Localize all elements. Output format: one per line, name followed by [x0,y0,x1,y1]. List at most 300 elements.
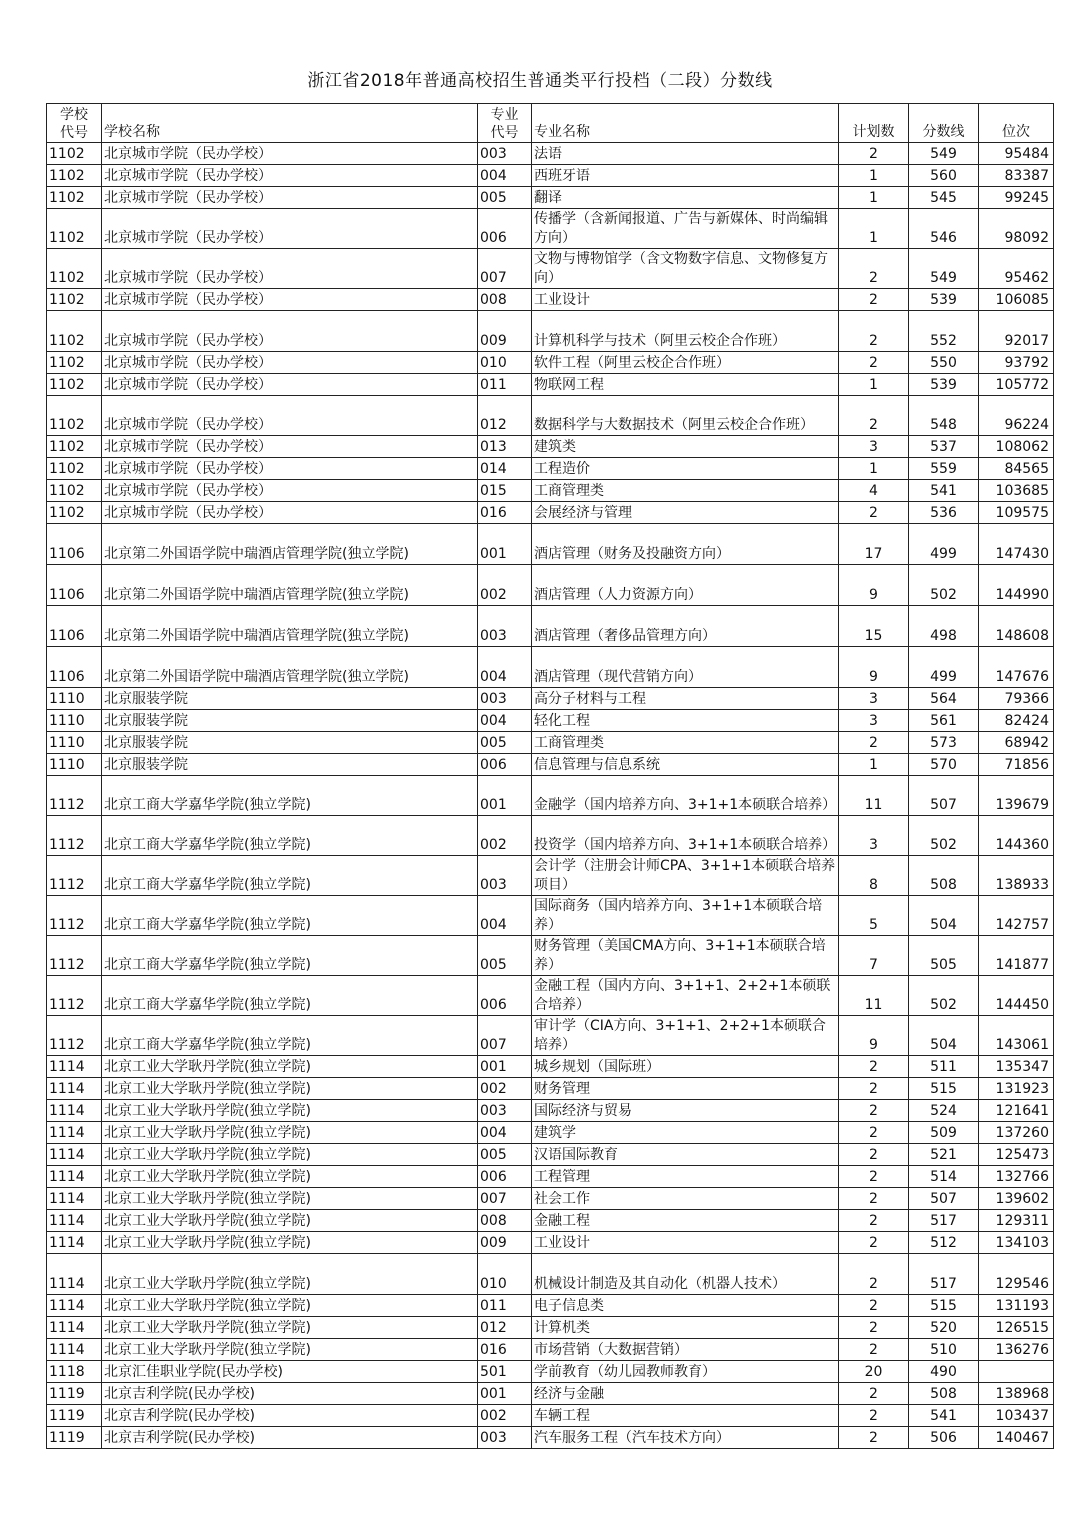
cell-major-code: 012 [478,396,532,436]
cell-score: 560 [909,165,979,187]
cell-school-name: 北京城市学院（民办学校） [102,165,478,187]
header-major-code: 专业 代号 [478,104,532,143]
cell-major-name: 学前教育（幼儿园教师教育） [532,1361,839,1383]
cell-score: 498 [909,606,979,647]
cell-major-code: 002 [478,816,532,856]
cell-school-code: 1114 [47,1232,102,1254]
cell-major-name: 投资学（国内培养方向、3+1+1本硕联合培养） [532,816,839,856]
cell-major-code: 003 [478,606,532,647]
cell-school-name: 北京工业大学耿丹学院(独立学院) [102,1232,478,1254]
cell-score: 507 [909,776,979,816]
cell-score: 509 [909,1122,979,1144]
cell-school-name: 北京第二外国语学院中瑞酒店管理学院(独立学院) [102,565,478,606]
cell-major-code: 501 [478,1361,532,1383]
table-row [47,688,1054,710]
cell-score: 541 [909,1405,979,1427]
cell-score: 517 [909,1210,979,1232]
cell-plan: 2 [839,1405,909,1427]
cell-major-code: 004 [478,1122,532,1144]
cell-plan: 2 [839,352,909,374]
cell-school-code: 1119 [47,1405,102,1427]
cell-score: 506 [909,1427,979,1449]
cell-major-name: 会展经济与管理 [532,502,839,524]
cell-major-code: 010 [478,1254,532,1295]
cell-score: 504 [909,896,979,936]
cell-plan: 2 [839,1100,909,1122]
cell-score: 511 [909,1056,979,1078]
cell-major-code: 010 [478,352,532,374]
table-row [47,896,1054,936]
table-row [47,209,1054,249]
table-row [47,647,1054,688]
cell-major-code: 004 [478,896,532,936]
cell-school-name: 北京工业大学耿丹学院(独立学院) [102,1100,478,1122]
cell-major-name: 酒店管理（人力资源方向） [532,565,839,606]
cell-major-code: 012 [478,1317,532,1339]
cell-rank: 82424 [979,710,1054,732]
cell-major-name: 计算机类 [532,1317,839,1339]
cell-major-name: 传播学（含新闻报道、广告与新媒体、时尚编辑方向） [532,209,839,249]
cell-plan: 2 [839,732,909,754]
cell-major-name: 文物与博物馆学（含文物数字信息、文物修复方向） [532,249,839,289]
cell-school-code: 1102 [47,396,102,436]
cell-score: 524 [909,1100,979,1122]
cell-major-name: 工程造价 [532,458,839,480]
cell-major-name: 市场营销（大数据营销） [532,1339,839,1361]
cell-score: 552 [909,311,979,352]
cell-major-name: 工业设计 [532,1232,839,1254]
cell-major-code: 013 [478,436,532,458]
cell-score: 505 [909,936,979,976]
cell-school-name: 北京城市学院（民办学校） [102,209,478,249]
header-plan: 计划数 [839,104,909,143]
cell-school-name: 北京城市学院（民办学校） [102,187,478,209]
cell-score: 502 [909,976,979,1016]
cell-school-name: 北京工商大学嘉华学院(独立学院) [102,856,478,896]
cell-rank: 79366 [979,688,1054,710]
cell-major-name: 工商管理类 [532,480,839,502]
cell-plan: 2 [839,1383,909,1405]
table-row [47,436,1054,458]
cell-rank: 96224 [979,396,1054,436]
cell-plan: 2 [839,289,909,311]
cell-major-code: 003 [478,143,532,165]
cell-school-name: 北京吉利学院(民办学校) [102,1427,478,1449]
cell-major-code: 005 [478,187,532,209]
cell-school-code: 1112 [47,816,102,856]
cell-rank: 147676 [979,647,1054,688]
table-row [47,502,1054,524]
cell-school-name: 北京城市学院（民办学校） [102,249,478,289]
cell-score: 539 [909,289,979,311]
cell-major-code: 005 [478,1144,532,1166]
cell-major-code: 002 [478,1078,532,1100]
cell-school-code: 1102 [47,143,102,165]
cell-school-code: 1114 [47,1056,102,1078]
cell-plan: 1 [839,458,909,480]
cell-rank: 147430 [979,524,1054,565]
cell-major-name: 国际商务（国内培养方向、3+1+1本硕联合培养） [532,896,839,936]
cell-plan: 2 [839,502,909,524]
cell-major-code: 003 [478,688,532,710]
cell-score: 549 [909,249,979,289]
table-row [47,776,1054,816]
cell-score: 504 [909,1016,979,1056]
cell-major-name: 财务管理（美国CMA方向、3+1+1本硕联合培养） [532,936,839,976]
cell-plan: 2 [839,1210,909,1232]
cell-major-name: 工业设计 [532,289,839,311]
cell-plan: 2 [839,1144,909,1166]
cell-school-code: 1102 [47,458,102,480]
cell-school-name: 北京工商大学嘉华学院(独立学院) [102,936,478,976]
header-rank: 位次 [979,104,1054,143]
cell-major-name: 软件工程（阿里云校企合作班） [532,352,839,374]
cell-plan: 1 [839,374,909,396]
cell-school-name: 北京工业大学耿丹学院(独立学院) [102,1295,478,1317]
cell-school-name: 北京汇佳职业学院(民办学校) [102,1361,478,1383]
cell-rank: 92017 [979,311,1054,352]
cell-school-code: 1106 [47,524,102,565]
cell-major-name: 信息管理与信息系统 [532,754,839,776]
cell-school-code: 1114 [47,1254,102,1295]
cell-rank: 106085 [979,289,1054,311]
cell-plan: 20 [839,1361,909,1383]
cell-school-code: 1102 [47,374,102,396]
cell-school-code: 1119 [47,1427,102,1449]
cell-school-name: 北京工商大学嘉华学院(独立学院) [102,816,478,856]
table-row [47,143,1054,165]
cell-major-name: 城乡规划（国际班） [532,1056,839,1078]
cell-score: 520 [909,1317,979,1339]
cell-school-name: 北京吉利学院(民办学校) [102,1383,478,1405]
table-row [47,187,1054,209]
cell-major-code: 004 [478,647,532,688]
cell-school-code: 1114 [47,1317,102,1339]
cell-score: 514 [909,1166,979,1188]
cell-major-code: 002 [478,1405,532,1427]
cell-rank: 108062 [979,436,1054,458]
cell-plan: 17 [839,524,909,565]
cell-score: 499 [909,524,979,565]
cell-plan: 2 [839,1232,909,1254]
cell-plan: 3 [839,436,909,458]
cell-school-name: 北京城市学院（民办学校） [102,311,478,352]
cell-major-name: 翻译 [532,187,839,209]
cell-major-name: 轻化工程 [532,710,839,732]
cell-score: 570 [909,754,979,776]
cell-major-code: 007 [478,249,532,289]
table-row [47,524,1054,565]
table-row [47,1016,1054,1056]
cell-school-code: 1114 [47,1078,102,1100]
cell-rank: 83387 [979,165,1054,187]
cell-major-code: 008 [478,289,532,311]
cell-school-name: 北京工业大学耿丹学院(独立学院) [102,1078,478,1100]
cell-major-code: 016 [478,1339,532,1361]
cell-plan: 2 [839,1427,909,1449]
cell-school-name: 北京服装学院 [102,754,478,776]
cell-plan: 1 [839,754,909,776]
cell-major-code: 004 [478,710,532,732]
header-row [47,104,1054,143]
cell-school-name: 北京工业大学耿丹学院(独立学院) [102,1122,478,1144]
cell-school-code: 1110 [47,754,102,776]
cell-plan: 15 [839,606,909,647]
table-row [47,1056,1054,1078]
cell-score: 559 [909,458,979,480]
cell-major-code: 005 [478,936,532,976]
cell-score: 573 [909,732,979,754]
cell-plan: 2 [839,1188,909,1210]
cell-school-code: 1114 [47,1144,102,1166]
cell-major-name: 建筑学 [532,1122,839,1144]
cell-major-name: 高分子材料与工程 [532,688,839,710]
cell-score: 517 [909,1254,979,1295]
table-row [47,1361,1054,1383]
table-row [47,1427,1054,1449]
cell-major-name: 汽车服务工程（汽车技术方向） [532,1427,839,1449]
cell-plan: 2 [839,1122,909,1144]
cell-plan: 4 [839,480,909,502]
cell-rank: 143061 [979,1016,1054,1056]
cell-school-code: 1102 [47,502,102,524]
cell-major-code: 008 [478,1210,532,1232]
cell-plan: 1 [839,187,909,209]
cell-school-name: 北京工业大学耿丹学院(独立学院) [102,1056,478,1078]
cell-rank: 134103 [979,1232,1054,1254]
cell-plan: 2 [839,311,909,352]
cell-rank: 140467 [979,1427,1054,1449]
cell-major-code: 004 [478,165,532,187]
cell-rank: 129311 [979,1210,1054,1232]
cell-school-code: 1118 [47,1361,102,1383]
cell-rank: 71856 [979,754,1054,776]
header-school-code: 学校 代号 [47,104,102,143]
cell-major-code: 006 [478,754,532,776]
table-row [47,1166,1054,1188]
cell-plan: 8 [839,856,909,896]
cell-plan: 2 [839,1056,909,1078]
cell-score: 515 [909,1295,979,1317]
cell-rank: 131193 [979,1295,1054,1317]
table-row [47,1339,1054,1361]
cell-major-name: 金融工程（国内方向、3+1+1、2+2+1本硕联合培养） [532,976,839,1016]
cell-plan: 2 [839,1295,909,1317]
cell-plan: 1 [839,165,909,187]
cell-score: 564 [909,688,979,710]
cell-school-name: 北京工商大学嘉华学院(独立学院) [102,896,478,936]
cell-rank: 125473 [979,1144,1054,1166]
cell-rank: 131923 [979,1078,1054,1100]
cell-school-code: 1112 [47,976,102,1016]
cell-major-code: 006 [478,976,532,1016]
cell-plan: 2 [839,1254,909,1295]
cell-score: 536 [909,502,979,524]
cell-school-name: 北京工业大学耿丹学院(独立学院) [102,1317,478,1339]
cell-rank: 141877 [979,936,1054,976]
cell-score: 539 [909,374,979,396]
cell-major-code: 003 [478,856,532,896]
cell-school-code: 1114 [47,1339,102,1361]
cell-rank: 138968 [979,1383,1054,1405]
cell-major-name: 数据科学与大数据技术（阿里云校企合作班） [532,396,839,436]
cell-major-code: 001 [478,776,532,816]
table-row [47,1144,1054,1166]
cell-school-name: 北京工业大学耿丹学院(独立学院) [102,1166,478,1188]
cell-major-code: 011 [478,374,532,396]
table-row [47,1188,1054,1210]
cell-major-code: 007 [478,1188,532,1210]
cell-school-code: 1114 [47,1295,102,1317]
cell-school-code: 1110 [47,710,102,732]
cell-school-code: 1106 [47,647,102,688]
cell-major-name: 车辆工程 [532,1405,839,1427]
score-table [46,103,1054,1449]
cell-school-code: 1110 [47,688,102,710]
cell-major-code: 016 [478,502,532,524]
cell-school-code: 1114 [47,1122,102,1144]
cell-school-name: 北京服装学院 [102,688,478,710]
cell-major-code: 006 [478,1166,532,1188]
cell-school-code: 1102 [47,436,102,458]
cell-school-name: 北京城市学院（民办学校） [102,143,478,165]
cell-rank: 103437 [979,1405,1054,1427]
cell-major-name: 会计学（注册会计师CPA、3+1+1本硕联合培养项目） [532,856,839,896]
cell-major-code: 003 [478,1427,532,1449]
cell-school-code: 1102 [47,289,102,311]
table-row [47,936,1054,976]
cell-major-code: 007 [478,1016,532,1056]
table-row [47,480,1054,502]
cell-rank: 95462 [979,249,1054,289]
cell-school-name: 北京第二外国语学院中瑞酒店管理学院(独立学院) [102,524,478,565]
cell-school-name: 北京城市学院（民办学校） [102,374,478,396]
cell-school-code: 1102 [47,187,102,209]
table-row [47,754,1054,776]
cell-rank: 142757 [979,896,1054,936]
table-row [47,976,1054,1016]
cell-rank: 105772 [979,374,1054,396]
cell-major-name: 金融工程 [532,1210,839,1232]
cell-school-name: 北京工商大学嘉华学院(独立学院) [102,976,478,1016]
cell-plan: 3 [839,816,909,856]
cell-score: 537 [909,436,979,458]
header-score: 分数线 [909,104,979,143]
cell-school-name: 北京工商大学嘉华学院(独立学院) [102,776,478,816]
table-row [47,1295,1054,1317]
cell-school-code: 1102 [47,311,102,352]
cell-major-name: 机械设计制造及其自动化（机器人技术） [532,1254,839,1295]
cell-school-code: 1112 [47,776,102,816]
cell-rank: 121641 [979,1100,1054,1122]
cell-score: 502 [909,816,979,856]
cell-major-name: 金融学（国内培养方向、3+1+1本硕联合培养） [532,776,839,816]
cell-plan: 5 [839,896,909,936]
table-row [47,1100,1054,1122]
table-row [47,732,1054,754]
table-row [47,710,1054,732]
cell-school-code: 1114 [47,1100,102,1122]
cell-major-name: 建筑类 [532,436,839,458]
cell-score: 512 [909,1232,979,1254]
cell-major-name: 法语 [532,143,839,165]
cell-rank: 139602 [979,1188,1054,1210]
table-row [47,458,1054,480]
cell-major-name: 计算机科学与技术（阿里云校企合作班） [532,311,839,352]
cell-major-code: 015 [478,480,532,502]
cell-plan: 2 [839,1078,909,1100]
header-school-name: 学校名称 [102,104,478,143]
cell-major-code: 014 [478,458,532,480]
cell-major-name: 经济与金融 [532,1383,839,1405]
cell-school-code: 1112 [47,1016,102,1056]
cell-rank: 93792 [979,352,1054,374]
table-row [47,165,1054,187]
cell-school-code: 1114 [47,1166,102,1188]
cell-major-name: 汉语国际教育 [532,1144,839,1166]
cell-major-name: 西班牙语 [532,165,839,187]
cell-major-name: 财务管理 [532,1078,839,1100]
cell-school-code: 1110 [47,732,102,754]
cell-school-name: 北京工业大学耿丹学院(独立学院) [102,1339,478,1361]
table-row [47,352,1054,374]
cell-school-name: 北京工业大学耿丹学院(独立学院) [102,1254,478,1295]
cell-score: 546 [909,209,979,249]
cell-plan: 11 [839,776,909,816]
cell-major-code: 009 [478,1232,532,1254]
cell-school-name: 北京工业大学耿丹学院(独立学院) [102,1144,478,1166]
cell-school-name: 北京服装学院 [102,732,478,754]
cell-plan: 2 [839,143,909,165]
cell-major-name: 物联网工程 [532,374,839,396]
cell-school-name: 北京城市学院（民办学校） [102,396,478,436]
table-row [47,396,1054,436]
cell-rank: 103685 [979,480,1054,502]
cell-score: 508 [909,856,979,896]
cell-rank: 139679 [979,776,1054,816]
table-row [47,816,1054,856]
cell-school-name: 北京城市学院（民办学校） [102,502,478,524]
cell-major-name: 酒店管理（奢侈品管理方向） [532,606,839,647]
cell-rank: 68942 [979,732,1054,754]
cell-school-code: 1112 [47,856,102,896]
page-title: 浙江省2018年普通高校招生普通类平行投档（二段）分数线 [307,71,773,91]
cell-rank: 129546 [979,1254,1054,1295]
cell-rank: 148608 [979,606,1054,647]
cell-rank: 84565 [979,458,1054,480]
table-row [47,1254,1054,1295]
cell-rank: 144990 [979,565,1054,606]
cell-major-name: 审计学（CIA方向、3+1+1、2+2+1本硕联合培养） [532,1016,839,1056]
cell-major-code: 005 [478,732,532,754]
cell-rank: 144450 [979,976,1054,1016]
cell-school-name: 北京城市学院（民办学校） [102,289,478,311]
table-row [47,1405,1054,1427]
cell-plan: 2 [839,1166,909,1188]
cell-score: 550 [909,352,979,374]
header-major-name: 专业名称 [532,104,839,143]
cell-school-code: 1112 [47,936,102,976]
cell-school-name: 北京第二外国语学院中瑞酒店管理学院(独立学院) [102,606,478,647]
cell-rank: 126515 [979,1317,1054,1339]
table-row [47,374,1054,396]
cell-school-code: 1114 [47,1188,102,1210]
table-row [47,606,1054,647]
cell-rank: 95484 [979,143,1054,165]
table-row [47,1232,1054,1254]
cell-plan: 2 [839,1317,909,1339]
cell-score: 510 [909,1339,979,1361]
